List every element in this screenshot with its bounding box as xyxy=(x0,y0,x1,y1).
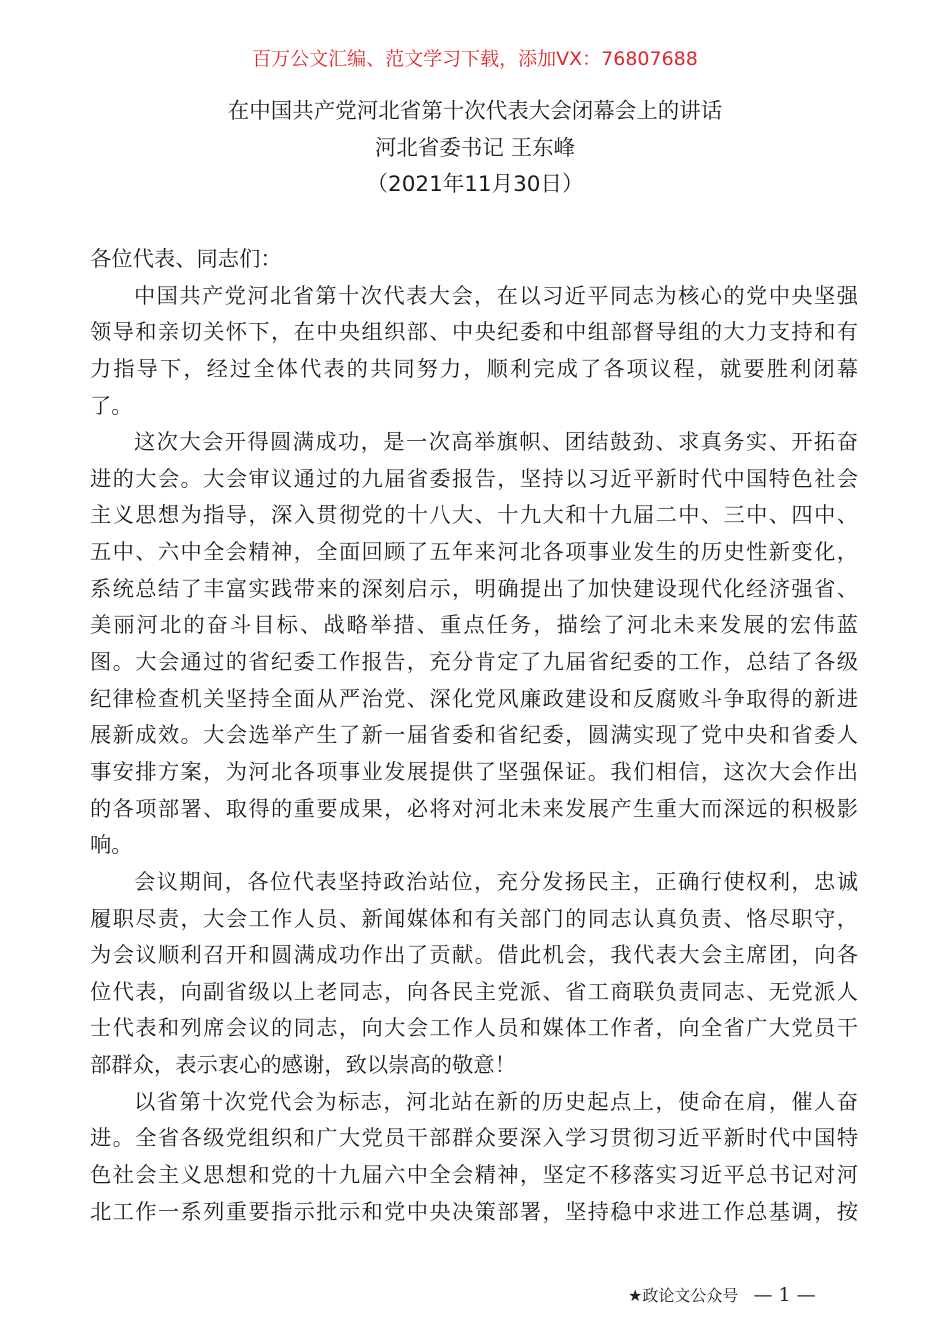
text-line: 响。 xyxy=(90,833,133,859)
page-number: — 1 — xyxy=(753,1284,816,1306)
text-line: 部群众，表示衷心的感谢，致以崇高的敬意！ xyxy=(90,1053,516,1079)
text-line: 的各项部署、取得的重要成果，必将对河北未来发展产生重大而深远的积极影 xyxy=(90,796,858,822)
text-line: 主义思想为指导，深入贯彻党的十八大、十九大和十九届二中、三中、四中、 xyxy=(90,503,858,529)
text-line: 系统总结了丰富实践带来的深刻启示，明确提出了加快建设现代化经济强省、 xyxy=(90,576,858,602)
paragraph xyxy=(90,425,858,865)
text-line: 士代表和列席会议的同志，向大会工作人员和媒体工作者，向全省广大党员干 xyxy=(90,1016,858,1042)
document-date: （2021年11月30日） xyxy=(366,172,584,197)
text-line: 五中、六中全会精神，全面回顾了五年来河北各项事业发生的历史性新变化， xyxy=(90,540,858,566)
text-line: 位代表，向副省级以上老同志，向各民主党派、省工商联负责同志、无党派人 xyxy=(90,979,858,1005)
text-line: 展新成效。大会选举产生了新一届省委和省纪委，圆满实现了党中央和省委人 xyxy=(90,723,858,749)
text-line: 力指导下，经过全体代表的共同努力，顺利完成了各项议程，就要胜利闭幕 xyxy=(90,356,858,382)
page-footer xyxy=(628,1283,816,1308)
text-line: 这次大会开得圆满成功，是一次高举旗帜、团结鼓劲、求真务实、开拓奋 xyxy=(134,430,858,456)
text-line: 领导和亲切关怀下，在中央组织部、中央纪委和中组部督导组的大力支持和有 xyxy=(90,320,858,346)
salutation xyxy=(90,242,858,279)
text-line: 履职尽责，大会工作人员、新闻媒体和有关部门的同志认真负责、恪尽职守， xyxy=(90,906,858,932)
text-line: 为会议顺利召开和圆满成功作出了贡献。借此机会，我代表大会主席团，向各 xyxy=(90,943,858,969)
text-line: 了。 xyxy=(90,393,133,419)
text-line: 色社会主义思想和党的十九届六中全会精神，坚定不移落实习近平总书记对河 xyxy=(90,1163,858,1189)
text-line: 进。全省各级党组织和广大党员干部群众要深入学习贯彻习近平新时代中国特 xyxy=(90,1126,858,1152)
document-body xyxy=(90,242,858,1231)
document-title: 在中国共产党河北省第十次代表大会闭幕会上的讲话 xyxy=(227,99,723,124)
document-author: 河北省委书记 王东峰 xyxy=(374,136,576,161)
text-line: 以省第十次党代会为标志，河北站在新的历史起点上，使命在肩，催人奋 xyxy=(134,1089,858,1115)
promo-banner: 百万公文汇编、范文学习下载，添加VX：76807688 xyxy=(252,48,698,70)
paragraph xyxy=(90,1085,858,1232)
text-line: 事安排方案，为河北各项事业发展提供了坚强保证。我们相信，这次大会作出 xyxy=(90,759,858,785)
text-line: 会议期间，各位代表坚持政治站位，充分发扬民主，正确行使权利，忠诚 xyxy=(134,869,858,895)
text-line: 各位代表、同志们： xyxy=(90,247,282,272)
footer-source: ★政论文公众号 xyxy=(628,1286,739,1305)
text-line: 北工作一系列重要指示批示和党中央决策部署，坚持稳中求进工作总基调，按 xyxy=(90,1199,858,1225)
text-line: 中国共产党河北省第十次代表大会，在以习近平同志为核心的党中央坚强 xyxy=(134,283,858,309)
text-line: 图。大会通过的省纪委工作报告，充分肯定了九届省纪委的工作，总结了各级 xyxy=(90,650,858,676)
paragraph xyxy=(90,279,858,426)
text-line: 纪律检查机关坚持全面从严治党、深化党风廉政建设和反腐败斗争取得的新进 xyxy=(90,686,858,712)
text-line: 美丽河北的奋斗目标、战略举措、重点任务，描绘了河北未来发展的宏伟蓝 xyxy=(90,613,858,639)
paragraph xyxy=(90,865,858,1085)
text-line: 进的大会。大会审议通过的九届省委报告，坚持以习近平新时代中国特色社会 xyxy=(90,466,858,492)
